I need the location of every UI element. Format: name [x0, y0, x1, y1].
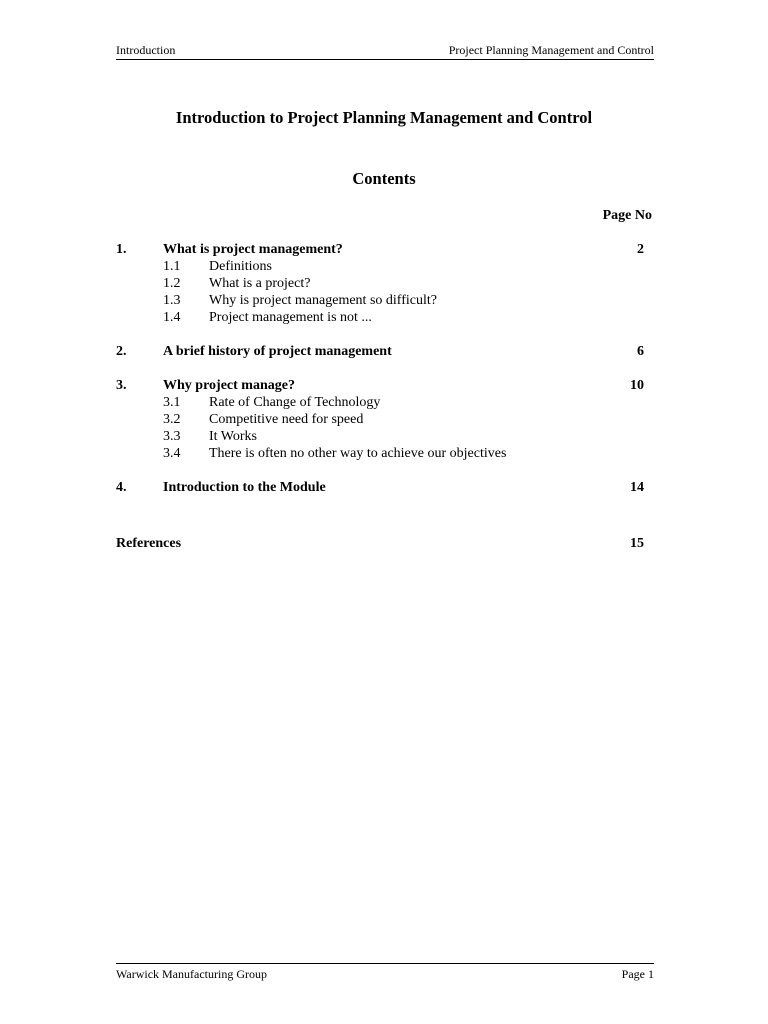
toc-section-2: [116, 344, 644, 361]
references-title: References: [116, 536, 182, 551]
section-title: A brief history of project management: [163, 344, 392, 359]
subsection-number: 3.4: [163, 446, 181, 461]
section-page: 10: [630, 378, 644, 393]
subsection-title: Why is project management so difficult?: [209, 293, 437, 308]
running-header: [116, 43, 654, 60]
section-title: Why project manage?: [163, 378, 295, 393]
subsection-title: Definitions: [209, 259, 272, 274]
toc-subsection-row[interactable]: [116, 259, 644, 276]
header-right-text: Project Planning Management and Control: [448, 43, 654, 57]
toc-section-row[interactable]: [116, 242, 644, 259]
section-number: 4.: [116, 480, 127, 495]
toc-section-1: [116, 242, 644, 327]
section-page: 2: [637, 242, 644, 257]
toc-references-row[interactable]: [116, 536, 644, 553]
toc-subsection-row[interactable]: [116, 310, 644, 327]
toc-section-row[interactable]: [116, 378, 644, 395]
section-title: What is project management?: [163, 242, 343, 257]
section-number: 2.: [116, 344, 127, 359]
section-number: 3.: [116, 378, 127, 393]
subsection-title: Rate of Change of Technology: [209, 395, 381, 410]
footer-page-number: Page 1: [621, 967, 654, 981]
subsection-number: 1.1: [163, 259, 181, 274]
section-title: Introduction to the Module: [163, 480, 326, 495]
subsection-number: 1.2: [163, 276, 181, 291]
subsection-title: There is often no other way to achieve our objectives: [209, 446, 507, 461]
subsection-number: 3.2: [163, 412, 181, 427]
toc-section-row[interactable]: [116, 480, 644, 497]
references-page: 15: [630, 536, 644, 551]
section-number: 1.: [116, 242, 127, 257]
page-no-heading: Page No: [602, 208, 652, 223]
footer-left-text: Warwick Manufacturing Group: [116, 967, 267, 981]
subsection-number: 1.4: [163, 310, 181, 325]
toc-subsection-row[interactable]: [116, 276, 644, 293]
header-left-text: Introduction: [116, 43, 176, 57]
toc-subsection-row[interactable]: [116, 293, 644, 310]
running-footer: [116, 963, 654, 980]
contents-heading: Contents: [352, 169, 416, 188]
section-page: 6: [637, 344, 644, 359]
toc-subsection-row[interactable]: [116, 395, 644, 412]
toc-section-3: [116, 378, 644, 463]
subsection-title: What is a project?: [209, 276, 311, 291]
subsection-number: 3.3: [163, 429, 181, 444]
toc-subsection-row[interactable]: [116, 429, 644, 446]
toc-section-row[interactable]: [116, 344, 644, 361]
toc-subsection-row[interactable]: [116, 412, 644, 429]
subsection-number: 1.3: [163, 293, 181, 308]
subsection-title: Competitive need for speed: [209, 412, 364, 427]
subsection-number: 3.1: [163, 395, 181, 410]
table-of-contents: [116, 242, 644, 514]
section-page: 14: [630, 480, 644, 495]
toc-subsection-row[interactable]: [116, 446, 644, 463]
document-title: Introduction to Project Planning Management and Control: [175, 108, 593, 127]
subsection-title: Project management is not ...: [209, 310, 372, 325]
toc-section-4: [116, 480, 644, 497]
subsection-title: It Works: [209, 429, 258, 444]
